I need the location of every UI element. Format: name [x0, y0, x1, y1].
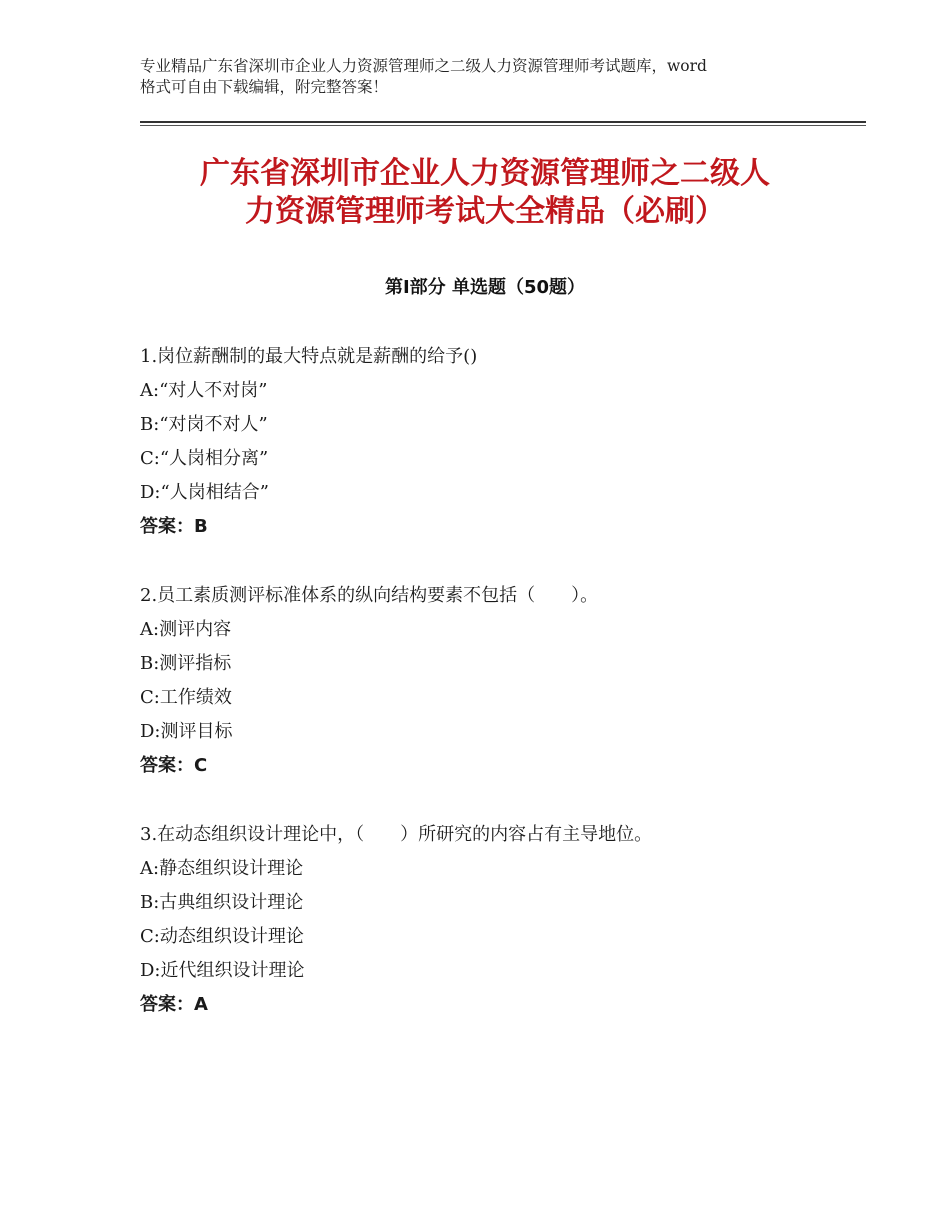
answer: 答案：A [140, 994, 208, 1015]
option-d: D:测评目标 [140, 721, 233, 742]
document-title [140, 155, 830, 231]
option-b: B:测评指标 [140, 653, 232, 674]
option-d: D:近代组织设计理论 [140, 960, 305, 981]
document-title-line-1: 广东省深圳市企业人力资源管理师之二级人 [200, 156, 770, 191]
option-a: A:“对人不对岗” [140, 380, 268, 401]
option-b: B:“对岗不对人” [140, 414, 268, 435]
answer: 答案：B [140, 516, 208, 537]
option-c: C:动态组织设计理论 [140, 926, 304, 947]
header-note-line-1: 专业精品广东省深圳市企业人力资源管理师之二级人力资源管理师考试题库，word [140, 57, 707, 75]
answer: 答案：C [140, 755, 208, 776]
option-a: A:静态组织设计理论 [140, 858, 304, 879]
question-2 [140, 579, 860, 783]
option-d: D:“人岗相结合” [140, 482, 269, 503]
question-1 [140, 340, 860, 544]
option-a: A:测评内容 [140, 619, 232, 640]
question-3 [140, 818, 860, 1022]
option-b: B:古典组织设计理论 [140, 892, 304, 913]
header-note-line-2: 格式可自由下载编辑，附完整答案！ [140, 78, 389, 96]
option-c: C:工作绩效 [140, 687, 232, 708]
document-title-line-2: 力资源管理师考试大全精品（必刷） [245, 194, 725, 229]
option-c: C:“人岗相分离” [140, 448, 269, 469]
header-divider-thin [140, 125, 866, 126]
question-stem: 3.在动态组织设计理论中，（ ）所研究的内容占有主导地位。 [140, 824, 653, 845]
section-title: 第Ⅰ部分 单选题（50题） [384, 277, 585, 298]
header-note [140, 56, 840, 98]
question-stem: 2.员工素质测评标准体系的纵向结构要素不包括（ ）。 [140, 585, 599, 606]
header-divider-thick [140, 121, 866, 123]
question-stem: 1.岗位薪酬制的最大特点就是薪酬的给予() [140, 346, 478, 367]
